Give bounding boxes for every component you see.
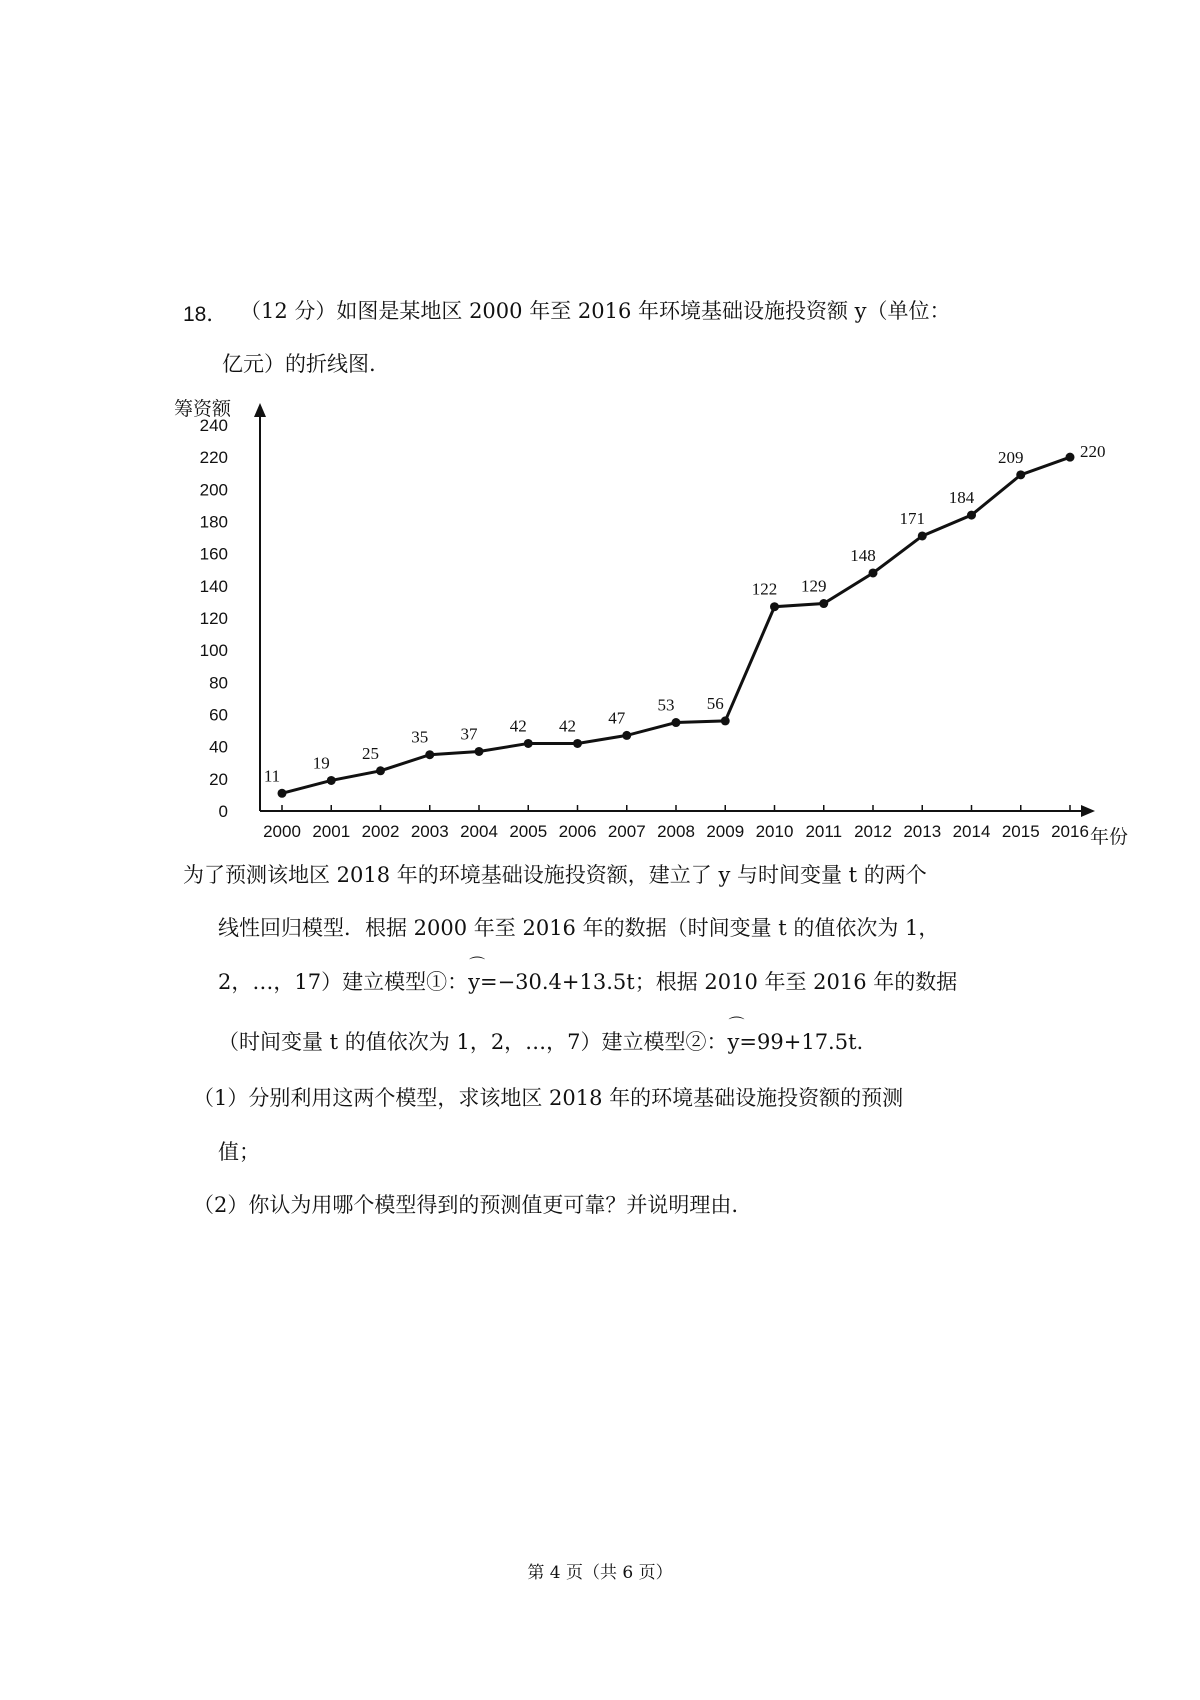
data-point — [1016, 470, 1025, 479]
y-symbol-2: y — [727, 1030, 740, 1054]
investment-line-chart — [170, 395, 1130, 855]
data-point — [425, 750, 434, 759]
y-tick-label: 80 — [209, 673, 228, 693]
x-tick-label: 2016 — [1051, 822, 1089, 841]
x-axis-title: 年份 — [1090, 826, 1129, 848]
data-label: 25 — [362, 743, 379, 763]
y-tick-label: 100 — [199, 641, 228, 661]
body-line-1: 为了预测该地区 2018 年的环境基础设施投资额，建立了 y 与时间变量 t 的两个 — [183, 863, 927, 887]
x-tick-label: 2004 — [460, 822, 498, 841]
y-tick-label: 160 — [199, 544, 228, 564]
data-point — [278, 789, 287, 798]
data-point — [918, 531, 927, 540]
data-point — [573, 739, 582, 748]
data-point — [327, 776, 336, 785]
model-2-equation: =99+17.5t. — [739, 1030, 864, 1054]
data-point — [376, 766, 385, 775]
data-label: 148 — [850, 545, 876, 565]
data-label: 129 — [801, 576, 827, 596]
subquestion-1-line-1: （1）分别利用这两个模型，求该地区 2018 年的环境基础设施投资额的预测 — [193, 1086, 904, 1110]
data-label: 122 — [751, 579, 778, 599]
x-tick-label: 2009 — [706, 822, 745, 841]
y-tick-label: 220 — [199, 448, 228, 468]
body-line-2: 线性回归模型．根据 2000 年至 2016 年的数据（时间变量 t 的值依次为 1， — [218, 916, 940, 940]
series-line — [282, 457, 1070, 793]
data-point — [524, 739, 533, 748]
model-1-equation: =−30.4+13.5t；根据 2010 年至 2016 年的数据 — [479, 970, 958, 994]
data-label: 53 — [657, 695, 675, 715]
data-point — [475, 747, 484, 756]
y-ticks — [200, 416, 228, 821]
data-label: 56 — [706, 693, 724, 713]
data-label: 184 — [948, 488, 975, 508]
y-tick-label: 60 — [209, 705, 228, 725]
x-tick-label: 2014 — [952, 822, 991, 841]
y-hat-1 — [468, 955, 486, 997]
y-tick-label: 140 — [199, 576, 228, 596]
y-hat-2 — [727, 1015, 745, 1057]
data-label: 11 — [263, 766, 281, 786]
data-label: 209 — [998, 447, 1024, 467]
data-point — [967, 511, 976, 520]
x-tick-label: 2003 — [410, 822, 449, 841]
data-point — [770, 602, 779, 611]
y-axis-title: 筹资额 — [174, 398, 232, 420]
page-footer: 第 4 页（共 6 页） — [527, 1563, 673, 1583]
data-point — [672, 718, 681, 727]
body-line-3 — [218, 955, 958, 997]
x-tick-label: 2005 — [509, 822, 548, 841]
data-labels — [264, 442, 1106, 785]
data-label: 37 — [460, 724, 478, 744]
data-label: 171 — [899, 508, 925, 528]
data-point — [869, 568, 878, 577]
body-line-4 — [218, 1015, 864, 1057]
x-tick-label: 2013 — [903, 822, 942, 841]
x-tick-label: 2012 — [854, 822, 892, 841]
model-2-intro: （时间变量 t 的值依次为 1，2，…，7）建立模型②： — [218, 1030, 728, 1054]
y-tick-label: 0 — [218, 802, 228, 821]
model-1-intro: 2，…，17）建立模型①： — [218, 970, 469, 994]
hat-mark-1: ⌒ — [469, 955, 486, 974]
x-tick-label: 2006 — [558, 822, 597, 841]
y-tick-label: 120 — [199, 609, 228, 628]
hat-mark-2: ⌒ — [728, 1015, 745, 1034]
y-axis-arrow — [254, 403, 266, 417]
question-line-2: 亿元）的折线图. — [222, 352, 376, 376]
data-point — [819, 599, 828, 608]
data-point — [622, 731, 631, 740]
y-symbol-1: y — [468, 970, 480, 994]
x-tick-label: 2011 — [805, 822, 843, 841]
y-tick-label: 240 — [199, 416, 228, 435]
x-tick-label: 2001 — [312, 822, 351, 841]
subquestion-2: （2）你认为用哪个模型得到的预测值更可靠？并说明理由. — [193, 1193, 739, 1217]
data-point — [1066, 453, 1075, 462]
subquestion-1-line-2: 值； — [218, 1140, 260, 1164]
y-tick-label: 200 — [199, 480, 228, 500]
data-label: 19 — [312, 753, 330, 773]
x-axis-arrow — [1081, 805, 1095, 817]
data-label: 42 — [509, 716, 527, 736]
x-tick-label: 2000 — [263, 822, 301, 841]
y-tick-label: 40 — [209, 737, 228, 757]
y-tick-label: 180 — [199, 512, 228, 532]
question-number: 18． — [183, 303, 228, 326]
x-tick-label: 2002 — [361, 822, 400, 841]
data-label: 220 — [1080, 442, 1106, 462]
y-tick-label: 20 — [209, 769, 228, 789]
x-tick-label: 2007 — [607, 822, 646, 841]
question-line-1: （12 分）如图是某地区 2000 年至 2016 年环境基础设施投资额 y（单位： — [240, 299, 951, 323]
x-tick-label: 2008 — [657, 822, 695, 841]
data-point — [721, 716, 730, 725]
x-tick-label: 2015 — [1001, 822, 1040, 841]
data-label: 47 — [608, 708, 626, 728]
data-label: 35 — [411, 727, 429, 747]
x-tick-label: 2010 — [755, 822, 794, 841]
data-label: 42 — [559, 716, 576, 736]
